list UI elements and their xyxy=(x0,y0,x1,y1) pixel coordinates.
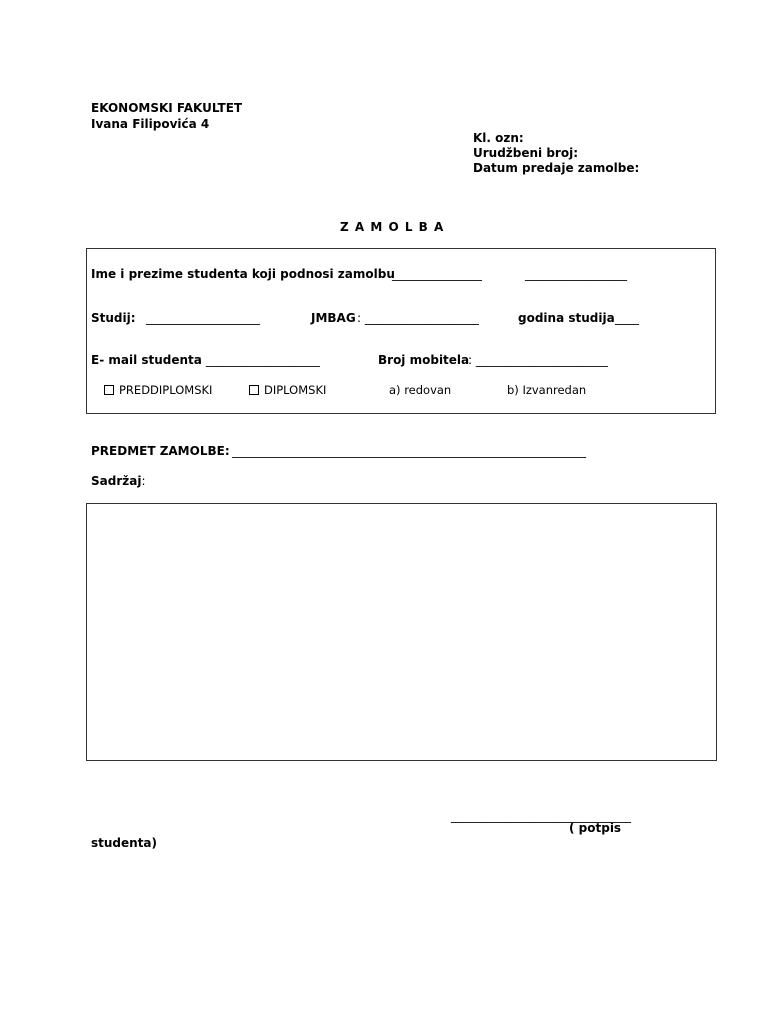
option-full-time[interactable]: a) redovan xyxy=(389,383,452,397)
jmbag-blank[interactable]: : ___________________ xyxy=(357,311,479,325)
content-label xyxy=(91,473,146,489)
checkbox-icon[interactable] xyxy=(249,385,259,395)
student-name-blank-1[interactable]: _______________ xyxy=(392,267,482,281)
option-graduate-label: DIPLOMSKI xyxy=(264,383,327,397)
content-label-colon: : xyxy=(141,474,146,488)
option-part-time[interactable]: b) Izvanredan xyxy=(507,383,587,397)
student-name-label: Ime i prezime studenta koji podnosi zamolbu xyxy=(91,267,395,281)
option-undergraduate-label: PREDDIPLOMSKI xyxy=(119,383,213,397)
jmbag-label: JMBAG xyxy=(311,311,356,325)
student-name-blank-2[interactable]: _________________ xyxy=(525,267,627,281)
email-label: E- mail studenta xyxy=(91,353,202,367)
study-year-blank[interactable]: ____ xyxy=(615,311,639,325)
checkbox-icon[interactable] xyxy=(104,385,114,395)
mobile-label: Broj mobitela xyxy=(378,353,470,367)
signature-caption-continued: studenta) xyxy=(91,836,158,850)
subject-label: PREDMET ZAMOLBE: xyxy=(91,444,230,458)
content-textarea[interactable] xyxy=(86,503,717,761)
option-graduate[interactable] xyxy=(249,382,326,398)
study-year-label: godina studija xyxy=(518,311,615,325)
reg-number-label: Urudžbeni broj: xyxy=(473,146,579,160)
study-blank[interactable]: ___________________ xyxy=(146,311,260,325)
submission-date-label: Datum predaje zamolbe: xyxy=(473,161,640,175)
email-blank[interactable]: : ___________________ xyxy=(198,353,320,367)
signature-line[interactable]: ______________________________ xyxy=(451,809,631,823)
institution-name: EKONOMSKI FAKULTET xyxy=(91,101,243,115)
study-label: Studij: xyxy=(91,311,136,325)
subject-blank[interactable]: ___________________________________________________________ xyxy=(232,444,586,458)
option-undergraduate[interactable] xyxy=(104,382,212,398)
form-title: Z A M O L B A xyxy=(340,220,445,234)
mobile-blank[interactable]: : ______________________ xyxy=(468,353,608,367)
class-mark-label: Kl. ozn: xyxy=(473,131,524,145)
institution-address: Ivana Filipovića 4 xyxy=(91,117,210,131)
content-label-text: Sadržaj xyxy=(91,474,142,488)
signature-caption: ( potpis xyxy=(569,821,622,835)
